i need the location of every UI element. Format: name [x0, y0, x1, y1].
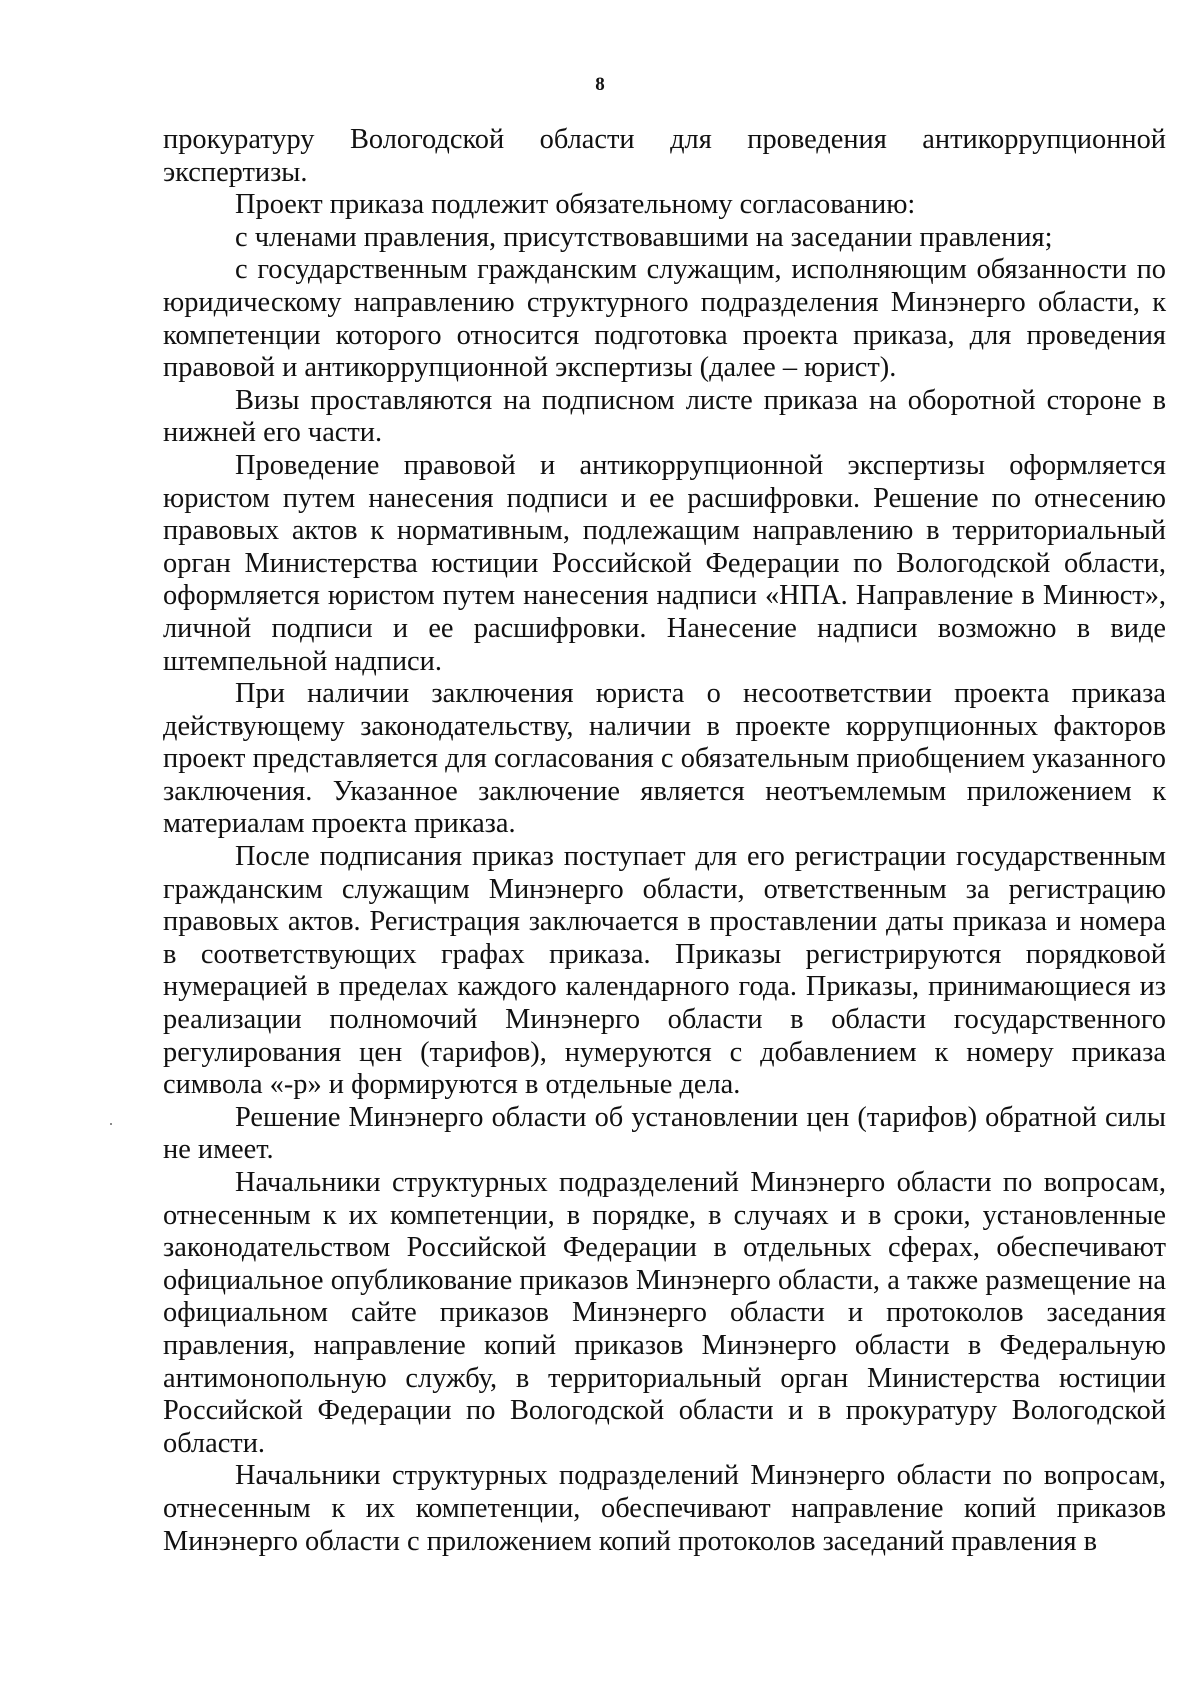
- paragraph: с членами правления, присутствовавшими на заседании правления;: [235, 221, 1053, 253]
- paragraph: Проект приказа подлежит обязательному согласованию:: [235, 189, 916, 221]
- paragraph: с государственным гражданским служащим, исполняющим обязанности по юридическому направлению структурного подразделения Минэнерго области, к компетенции которого относится подготовка проекта приказа, для проведения правовой и антикоррупционной экспертизы (далее – юрист).: [163, 254, 1166, 384]
- paragraph-continuation: прокуратуру Вологодской области для проведения антикоррупционной экспертизы.: [163, 124, 1166, 188]
- paragraph: Решение Минэнерго области об установлении цен (тарифов) обратной силы не имеет.: [163, 1101, 1166, 1166]
- paragraph: При наличии заключения юриста о несоответствии проекта приказа действующему законодательству, наличии в проекте коррупционных факторов проект представляется для согласования с обязательным приобщением указанного заключения. Указанное заключение является неотъемлемым приложением к материалам проекта приказа.: [163, 678, 1166, 840]
- page-number: 8: [595, 74, 605, 95]
- paragraph: После подписания приказ поступает для его регистрации государственным гражданским служащим Минэнерго области, ответственным за регистрацию правовых актов. Регистрация заключается в проставлении даты приказа и номера в соответствующих графах приказа. Приказы регистрируются порядковой нумерацией в пределах каждого календарного года. Приказы, принимающиеся из реализации полномочий Минэнерго области в области государственного регулирования цен (тарифов), нумеруются с добавлением к номеру приказа символа «-р» и формируются в отдельные дела.: [163, 841, 1166, 1101]
- paragraph: Начальники структурных подразделений Минэнерго области по вопросам, отнесенным к их компетенции, в порядке, в случаях и в сроки, установленные законодательством Российской Федерации в отдельных сферах, обеспечивают официальное опубликование приказов Минэнерго области, а также размещение на официальном сайте приказов Минэнерго области и протоколов заседания правления, направление копий приказов Минэнерго области в Федеральную антимонопольную службу, в территориальный орган Министерства юстиции Российской Федерации по Вологодской области и в прокуратуру Вологодской области.: [163, 1167, 1166, 1459]
- document-body: [163, 124, 1166, 1558]
- paragraph: Визы проставляются на подписном листе приказа на оборотной стороне в нижней его части.: [163, 384, 1166, 449]
- paragraph: Начальники структурных подразделений Минэнерго области по вопросам, отнесенным к их компетенции, обеспечивают направление копий приказов Минэнерго области с приложением копий протоколов заседаний правления в: [163, 1460, 1166, 1557]
- paragraph: Проведение правовой и антикоррупционной экспертизы оформляется юристом путем нанесения подписи и ее расшифровки. Решение по отнесению правовых актов к нормативным, подлежащим направлению в территориальный орган Министерства юстиции Российской Федерации по Вологодской области, оформляется юристом путем нанесения надписи «НПА. Направление в Минюст», личной подписи и ее расшифровки. Нанесение надписи возможно в виде штемпельной надписи.: [163, 449, 1166, 677]
- margin-mark: [110, 1123, 112, 1125]
